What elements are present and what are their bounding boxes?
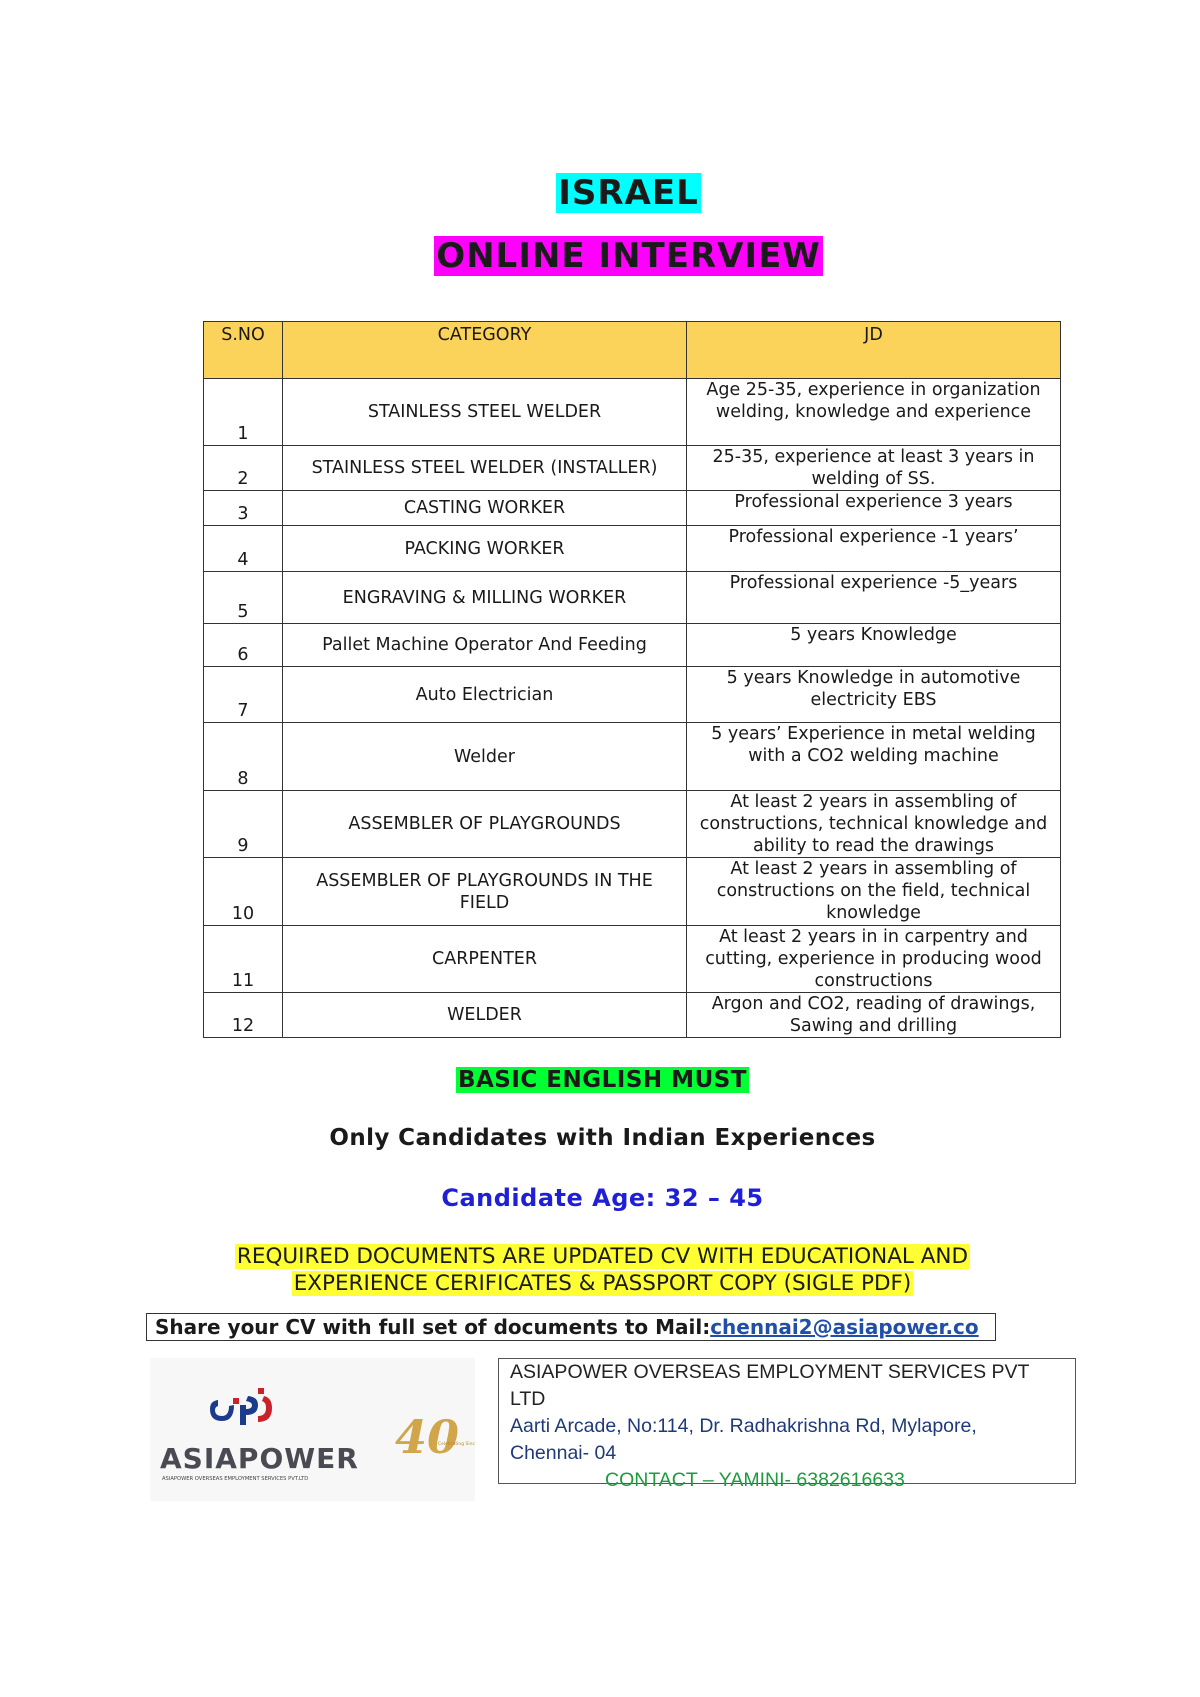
documents-line-1: REQUIRED DOCUMENTS ARE UPDATED CV WITH EDUCATIONAL AND [236,1244,969,1269]
row-sno: 6 [204,624,283,667]
header-sno: S.NO [204,322,283,379]
contact-info: CONTACT – YAMINI- 6382616633 [605,1469,905,1491]
row-sno: 5 [204,572,283,624]
share-cv-box [146,1313,996,1341]
asiapower-logo-icon [150,1358,475,1501]
row-sno: 7 [204,667,283,723]
row-jd: 5 years Knowledge [687,624,1061,667]
table-row [204,993,1061,1038]
row-jd: 25-35, experience at least 3 years in welding of SS. [687,446,1061,491]
required-documents [0,1243,1200,1297]
address-line-2: Chennai- 04 [510,1442,617,1464]
row-category: Auto Electrician [283,667,687,723]
table-row [204,667,1061,723]
title-country: ISRAEL [558,173,699,213]
documents-line-2: EXPERIENCE CERIFICATES & PASSPORT COPY (SIGLE PDF) [293,1271,912,1296]
table-row [204,926,1061,993]
row-category: PACKING WORKER [283,526,687,572]
header-jd: JD [687,322,1061,379]
row-category: CARPENTER [283,926,687,993]
table-row [204,526,1061,572]
job-table [203,321,1061,1038]
title-interview-mode: ONLINE INTERVIEW [436,236,821,276]
row-category: ASSEMBLER OF PLAYGROUNDS [283,791,687,858]
english-requirement: BASIC ENGLISH MUST [457,1067,748,1093]
company-address-box [498,1358,1076,1491]
logo-tagline-text: ASIAPOWER OVERSEAS EMPLOYMENT SERVICES PVT.LTD [162,1476,309,1482]
header-category: CATEGORY [283,322,687,379]
row-jd: 5 years’ Experience in metal welding with a CO2 welding machine [687,723,1061,791]
row-sno: 9 [204,791,283,858]
row-sno: 8 [204,723,283,791]
row-category: STAINLESS STEEL WELDER [283,379,687,446]
anniversary-40-text: 40 [395,1410,460,1464]
row-category: ASSEMBLER OF PLAYGROUNDS IN THE FIELD [283,858,687,926]
table-row [204,491,1061,526]
row-category: STAINLESS STEEL WELDER (INSTALLER) [283,446,687,491]
row-category: CASTING WORKER [283,491,687,526]
row-category: WELDER [283,993,687,1038]
row-category: ENGRAVING & MILLING WORKER [283,572,687,624]
share-label: Share your CV with full set of documents to Mail: [155,1315,711,1339]
table-row [204,791,1061,858]
row-jd: At least 2 years in assembling of constructions, technical knowledge and ability to read the drawings [687,791,1061,858]
row-jd: Argon and CO2, reading of drawings, Sawing and drilling [687,993,1061,1038]
company-logo [150,1358,475,1501]
row-sno: 4 [204,526,283,572]
age-requirement: Candidate Age: 32 – 45 [441,1184,764,1212]
logo-brand-text: ASIAPOWER [160,1442,359,1475]
row-sno: 11 [204,926,283,993]
email-link[interactable]: chennai2@asiapower.co [710,1315,979,1339]
table-row [204,379,1061,446]
address-line-1: Aarti Arcade, No:114, Dr. Radhakrishna Rd, Mylapore, [510,1415,977,1437]
experience-requirement: Only Candidates with Indian Experiences [329,1125,876,1151]
row-jd: At least 2 years in in carpentry and cutting, experience in producing wood constructions [687,926,1061,993]
row-jd: 5 years Knowledge in automotive electricity EBS [687,667,1061,723]
row-sno: 12 [204,993,283,1038]
row-sno: 1 [204,379,283,446]
table-row [204,446,1061,491]
row-jd: Professional experience -5_years [687,572,1061,624]
table-row [204,723,1061,791]
row-sno: 3 [204,491,283,526]
row-jd: Age 25-35, experience in organization welding, knowledge and experience [687,379,1061,446]
row-sno: 10 [204,858,283,926]
row-sno: 2 [204,446,283,491]
company-name: ASIAPOWER OVERSEAS EMPLOYMENT SERVICES PVT LTD [510,1361,1030,1410]
table-row [204,858,1061,926]
table-header-row [204,322,1061,379]
anniversary-sub-text: Celebrating Sinc [438,1442,475,1447]
row-category: Welder [283,723,687,791]
row-jd: Professional experience -1 years’ [687,526,1061,572]
row-jd: At least 2 years in assembling of constructions on the field, technical knowledge [687,858,1061,926]
row-jd: Professional experience 3 years [687,491,1061,526]
table-row [204,624,1061,667]
row-category: Pallet Machine Operator And Feeding [283,624,687,667]
table-row [204,572,1061,624]
